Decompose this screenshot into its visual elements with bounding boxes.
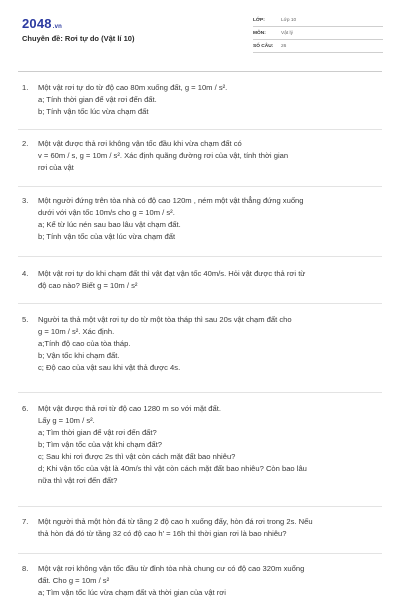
question-line: a;Tính độ cao của tòa tháp. [38,339,131,348]
question-line: đất. Cho g = 10m / s² [38,576,110,585]
question-divider [18,186,382,187]
question-item [22,403,382,487]
question-number: 1. [22,83,29,92]
question-divider [18,553,382,554]
question-number: 2. [22,139,29,148]
meta-key: LỚP: [253,18,265,23]
question-divider [18,506,382,507]
question-line: Một vật rơi tự do từ độ cao 80m xuống đất, g = 10m / s². [38,83,228,92]
question-line: Một người đứng trên tòa nhà có độ cao 120m , ném một vật thẳng đứng xuống [38,196,304,205]
meta-value: Vật lý [281,31,293,36]
question-line: a; Tìm thời gian để vật rơi đến đất? [38,428,157,437]
document-header [0,0,400,70]
question-number: 3. [22,196,29,205]
header-divider [18,71,382,72]
question-line: thả hòn đá đó từ tầng 32 có độ cao h' = 16h thì thời gian rơi là bao nhiêu? [38,529,287,538]
question-number: 7. [22,517,29,526]
question-divider [18,392,382,393]
question-number: 6. [22,404,29,413]
question-line: rơi của vật [38,163,74,172]
question-line: b; Tính vận tốc lúc vừa chạm đất [38,107,149,116]
question-line: b; Tìm vận tốc của vật khi chạm đất? [38,440,162,449]
question-divider [18,303,382,304]
meta-row-subject [253,29,383,40]
question-line: b; Vận tốc khi chạm đất. [38,351,120,360]
logo-main: 2048 [22,16,52,31]
question-line: g = 10m / s². Xác định. [38,327,115,336]
question-line: độ cao nào? Biết g = 10m / s² [38,281,138,290]
question-line: dưới với vận tốc 10m/s cho g = 10m / s². [38,208,175,217]
question-line: Một vật rơi tự do khi chạm đất thì vật đạt vận tốc 40m/s. Hỏi vật được thả rơi từ [38,269,306,278]
question-item [22,516,382,540]
site-logo[interactable] [22,16,62,31]
question-divider [18,256,382,257]
logo-suffix: .vn [52,24,63,30]
question-number: 8. [22,564,29,573]
question-number: 5. [22,315,29,324]
question-line: Một vật rơi không vận tốc đầu từ đỉnh tòa nhà chung cư có độ cao 320m xuống [38,564,305,573]
meta-value: Lớp 10 [281,18,297,23]
question-line: v = 60m / s, g = 10m / s². Xác định quãng đường rơi của vật, tính thời gian [38,151,289,160]
question-item [22,563,382,599]
meta-info [253,16,383,55]
question-line: a; Tìm vận tốc lúc vừa chạm đất và thời gian của vật rơi [38,588,226,597]
question-line: a; Tính thời gian để vật rơi đến đất. [38,95,157,104]
question-line: Người ta thả một vật rơi tự do từ một tòa tháp thì sau 20s vật chạm đất cho [38,315,292,324]
meta-value: 26 [281,44,287,49]
meta-row-class [253,16,383,27]
topic-title: Chuyên đề: Rơi tự do (Vật lí 10) [22,34,135,43]
question-item [22,314,382,374]
question-divider [18,129,382,130]
meta-key: MÔN: [253,31,266,36]
question-line: d; Khi vận tốc của vật là 40m/s thì vật còn cách mặt đất bao nhiêu? Còn bao lâu [38,464,307,473]
question-line: Một người thả một hòn đá từ tầng 2 độ cao h xuống đấy, hòn đá rơi trong 2s. Nếu [38,517,313,526]
question-line: Một vật được thả rơi không vận tốc đầu khi vừa chạm đất có [38,139,242,148]
question-line: c; Độ cao của vật sau khi vật thả được 4s. [38,363,181,372]
meta-row-count [253,42,383,53]
question-line: a; Kể từ lúc nén sau bao lâu vật chạm đất. [38,220,181,229]
question-item [22,138,382,174]
question-line: b; Tính vận tốc của vật lúc vừa chạm đất [38,232,176,241]
question-number: 4. [22,269,29,278]
question-line: nữa thì vật rơi đến đất? [38,476,118,485]
question-line: c; Sau khi rơi được 2s thì vật còn cách mặt đất bao nhiêu? [38,452,236,461]
question-item [22,268,382,292]
meta-key: SỐ CÂU: [253,44,274,49]
question-line: Một vật được thả rơi từ độ cao 1280 m so với mặt đất. [38,404,221,413]
question-line: Lấy g = 10m / s². [38,416,95,425]
question-item [22,82,382,118]
question-item [22,195,382,243]
